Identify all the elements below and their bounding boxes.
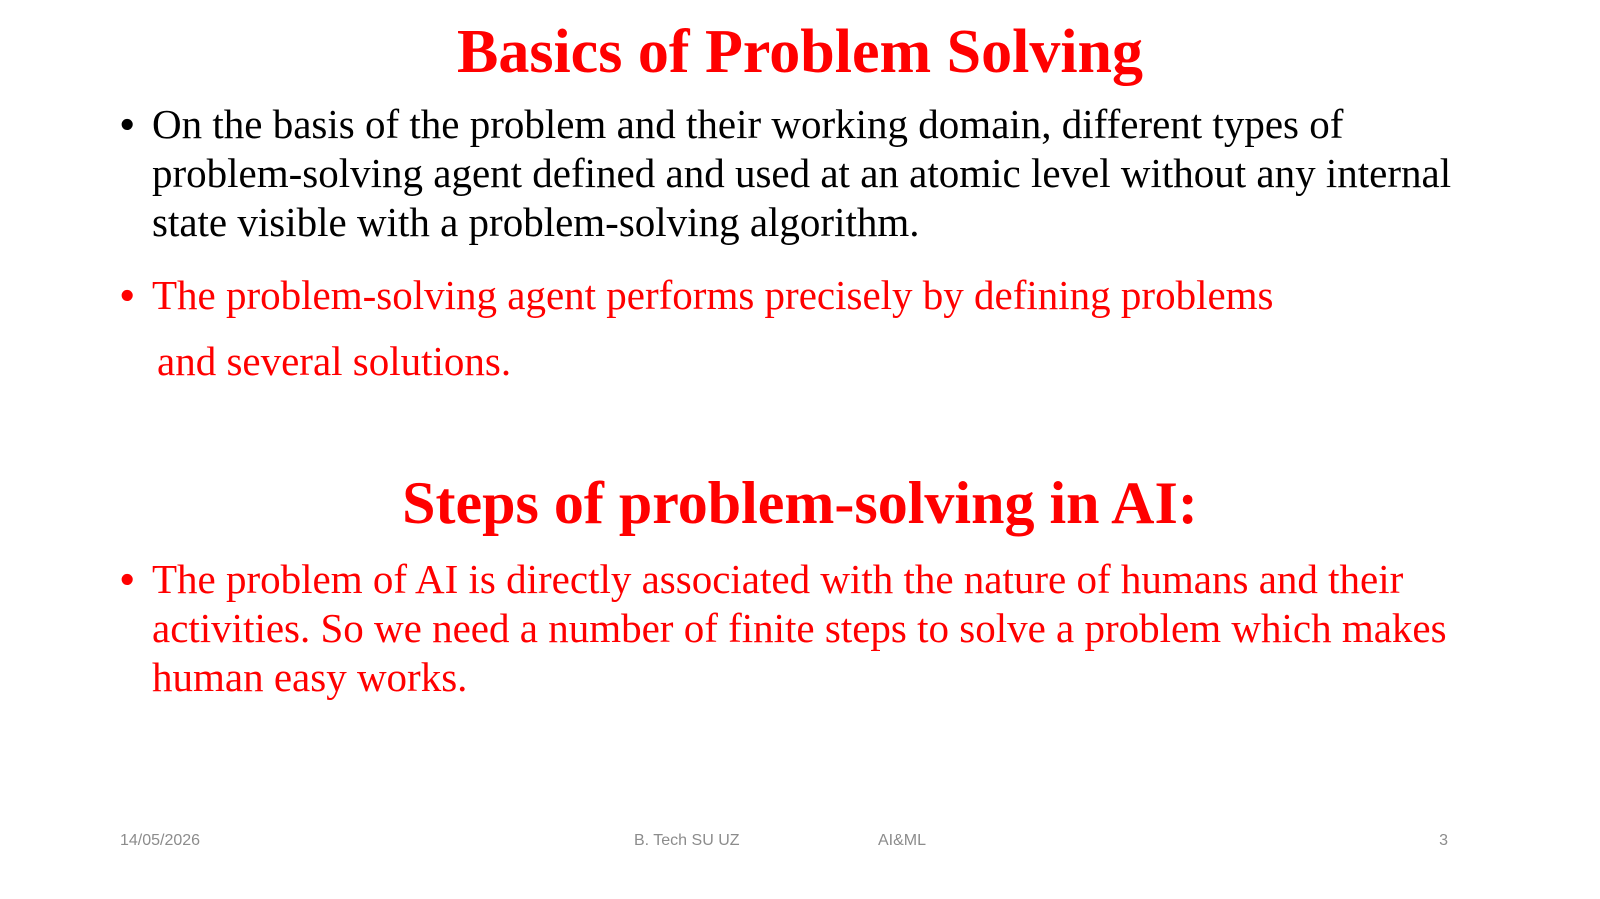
bullet-icon: • xyxy=(120,556,135,602)
bullet-text: On the basis of the problem and their working domain, different types of problem-solving agent defined and used at an atomic level without any internal state visible with a problem-solving algorithm. xyxy=(152,101,1452,245)
bullet-icon: • xyxy=(120,272,135,318)
page-number: 3 xyxy=(1439,832,1448,849)
bullet-item xyxy=(120,100,1480,247)
footer-date: 14/05/2026 xyxy=(120,832,201,849)
bullet-text xyxy=(152,262,1450,394)
bullet-text: The problem of AI is directly associated with the nature of humans and their activities. So we need a number of finite steps to solve a problem which makes human easy works. xyxy=(152,556,1447,700)
section-heading: Steps of problem-solving in AI: xyxy=(402,470,1198,536)
bullet-item xyxy=(120,555,1480,702)
bullet-text-line: The problem-solving agent performs precisely by defining problems xyxy=(152,272,1274,318)
bullet-text-line: and several solutions. xyxy=(157,338,512,384)
bullet-icon: • xyxy=(120,101,135,147)
footer-course: AI&ML xyxy=(878,832,927,849)
footer-text: B. Tech SU UZ xyxy=(634,832,740,849)
slide-title: Basics of Problem Solving xyxy=(456,18,1144,86)
bullet-item xyxy=(120,262,1450,394)
